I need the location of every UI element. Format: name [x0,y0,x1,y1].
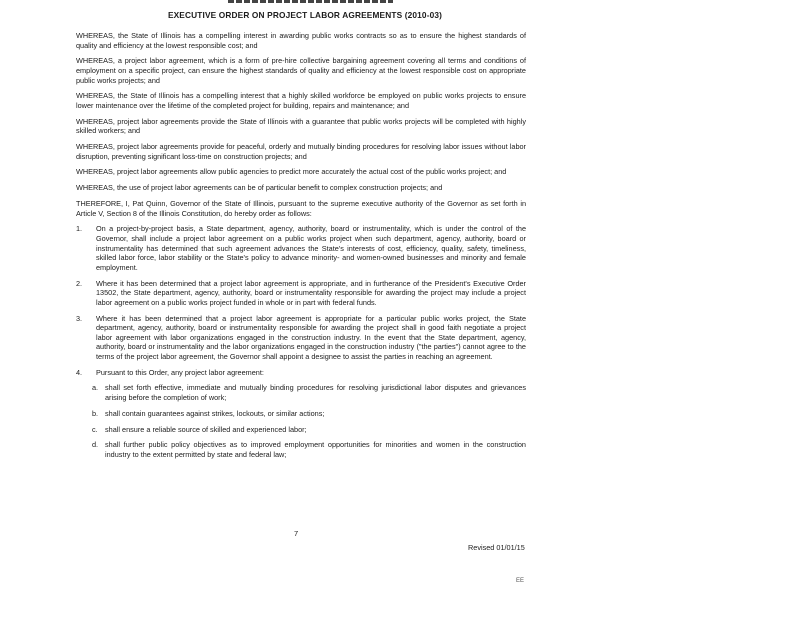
order-item [76,224,526,272]
order-item-number: 1. [76,224,83,234]
order-item [76,279,526,308]
order-subitem-letter: a. [92,383,99,393]
order-subitem [76,425,526,435]
order-subitem [76,383,526,402]
order-item-text: Pursuant to this Order, any project labor agreement: [96,367,264,377]
header-scan-mark [228,0,393,3]
whereas-paragraph: WHEREAS, the State of Illinois has a compelling interest in awarding public works contracts so as to ensure the highest standards of quality and efficiency at the lowest responsible cost; and [76,31,526,50]
order-item-number: 4. [76,367,83,377]
order-subitem-text: shall set forth effective, immediate and mutually binding procedures for resolving jurisdictional labor disputes and grievances arising before the completion of work; [105,383,526,403]
page-number: 7 [294,529,299,538]
order-item-number: 2. [76,278,83,288]
revised-date: Revised 01/01/15 [468,543,525,552]
order-subitem-letter: b. [92,408,99,418]
whereas-paragraph: WHEREAS, a project labor agreement, which is a form of pre-hire collective bargaining agreement covering all terms and conditions of employment on a specific project, can ensure the highest standards of quality and efficiency at the lowest responsible cost on appropriate public works projects; and [76,56,526,85]
order-subitem-letter: d. [92,440,99,450]
page-title: EXECUTIVE ORDER ON PROJECT LABOR AGREEMENTS (2010-03) [167,10,443,20]
order-item-text: On a project-by-project basis, a State department, agency, authority, board or instrumentality, which is under the control of the Governor, shall include a project labor agreement on a public works project when such department, agency, authority, board or instrumentality has determined that such agreement advances the State's interests of cost, efficiency, quality, safety, timeliness, skilled labor force, labor stability or the State's policy to advance minority- and women-owned businesses and minority and female employment. [96,224,526,272]
whereas-paragraph: WHEREAS, the use of project labor agreements can be of particular benefit to complex construction projects; and [76,183,443,193]
whereas-paragraph: WHEREAS, project labor agreements provide for peaceful, orderly and mutually binding procedures for resolving labor issues without labor disruption, preventing significant loss-time on construction projects; and [76,142,526,161]
order-subitem [76,440,526,459]
order-subitem-text: shall further public policy objectives as to improved employment opportunities for minorities and women in the construction industry to the extent permitted by state and federal law; [105,440,526,459]
whereas-paragraph: WHEREAS, project labor agreements allow public agencies to predict more accurately the actual cost of the public works project; and [76,167,507,177]
order-subitem-letter: c. [92,424,98,434]
order-subitem-text: shall ensure a reliable source of skilled and experienced labor; [105,424,307,434]
order-subitem [76,409,526,419]
order-item [76,314,526,362]
order-subitem-text: shall contain guarantees against strikes, lockouts, or similar actions; [105,408,325,418]
order-item-text: Where it has been determined that a project labor agreement is appropriate for a particular public works project, the State department, agency, authority, board or instrumentality responsible for awarding the project shall in good faith negotiate a project labor agreement with labor organizations engaged in the construction industry. In the event that the State department, agency, authority, board or instrumentality and the labor organizations engaged in the construction industry ("the parties") cannot agree to the terms of the project labor agreement, the Governor shall appoint a designee to assist the parties in reaching an agreement. [96,313,526,361]
order-item-number: 3. [76,313,83,323]
therefore-paragraph: THEREFORE, I, Pat Quinn, Governor of the State of Illinois, pursuant to the supreme executive authority of the Governor as set forth in Article V, Section 8 of the Illinois Constitution, do hereby order as follows: [76,199,526,218]
order-item-text: Where it has been determined that a project labor agreement is appropriate, and in furtherance of the President's Executive Order 13502, the State department, agency, authority, board or instrumentality responsible for awarding the project may include a project labor agreement on a public works project funded in whole or in part with federal funds. [96,278,526,307]
scan-stamp: EE [516,578,525,584]
document-body [76,31,526,466]
whereas-paragraph: WHEREAS, project labor agreements provide the State of Illinois with a guarantee that public works projects will be completed with highly skilled workers; and [76,116,526,136]
whereas-paragraph: WHEREAS, the State of Illinois has a compelling interest that a highly skilled workforce be employed on public works projects to ensure lower maintenance over the lifetime of the completed project for building, repairs and maintenance; and [76,91,526,110]
order-item [76,368,526,378]
